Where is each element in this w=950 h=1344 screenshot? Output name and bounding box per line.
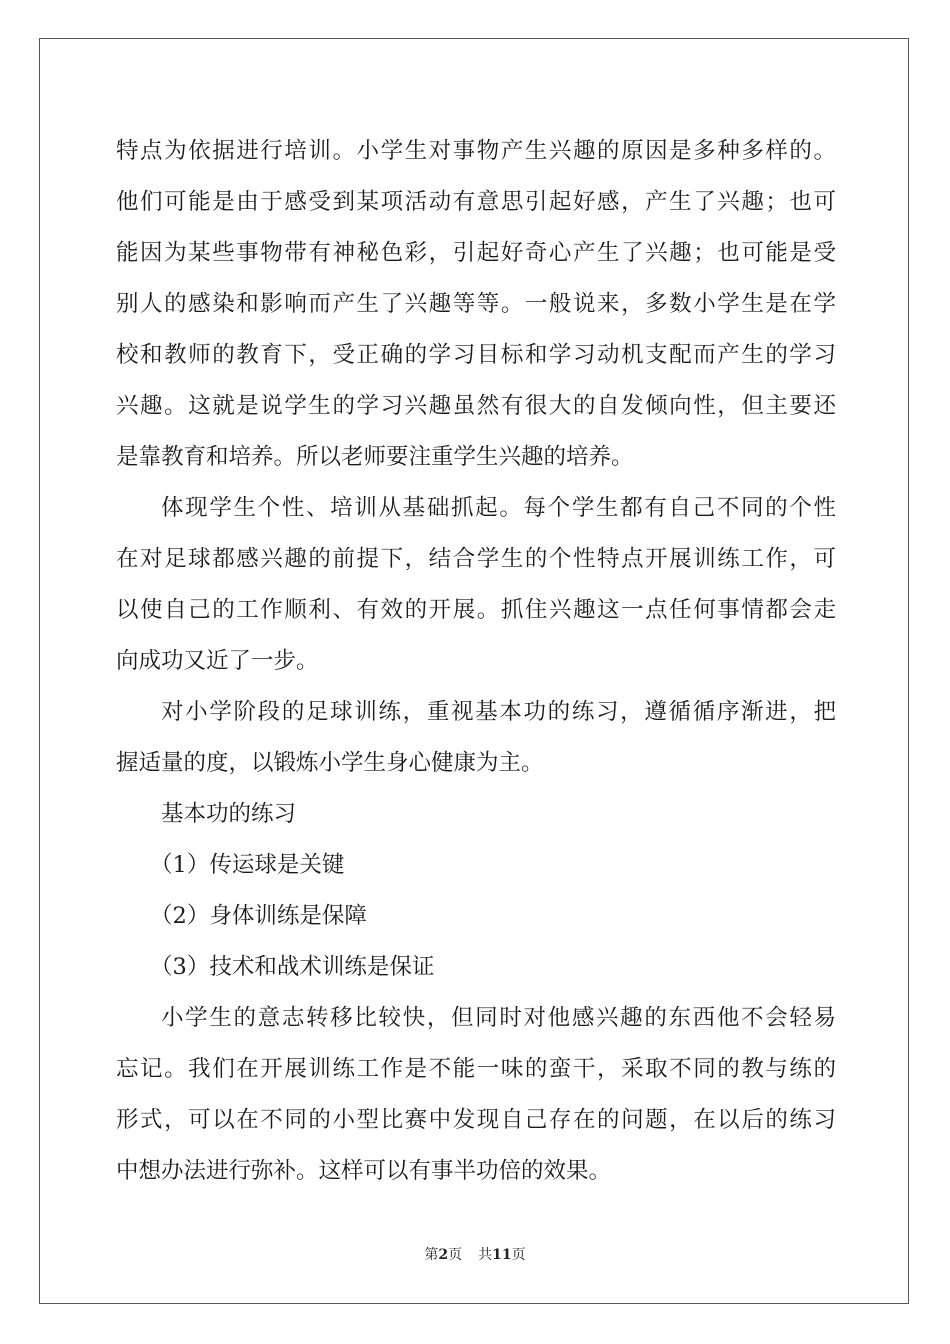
text-line: 中想办法进行弥补。这样可以有事半功倍的效果。 [116,1158,612,1184]
footer-page-number: 2 [438,1247,449,1263]
list-item: （1）传运球是关键 [150,852,345,878]
footer-total-suffix: 页 [511,1247,526,1263]
text-line: 向成功又近了一步。 [116,648,319,674]
text-line: 在对足球都感兴趣的前提下，结合学生的个性特点开展训练工作，可 [116,546,836,572]
paragraph-3 [116,687,836,789]
footer-prefix: 第 [424,1247,439,1263]
section-heading [116,789,836,840]
text-line: 忘记。我们在开展训练工作是不能一味的蛮干，采取不同的教与练的 [116,1056,836,1082]
text-line: 对小学阶段的足球训练，重视基本功的练习，遵循循序渐进，把 [161,699,836,725]
footer-page-suffix: 页 [448,1247,463,1263]
text-line: 他们可能是由于感受到某项活动有意思引起好感，产生了兴趣；也可 [116,189,836,215]
text-line: 兴趣。这就是说学生的学习兴趣虽然有很大的自发倾向性，但主要还 [116,393,836,419]
document-body [116,126,836,1197]
text-line: 握适量的度，以锻炼小学生身心健康为主。 [116,750,544,776]
paragraph-2 [116,483,836,687]
paragraph-4 [116,993,836,1197]
list-item: （3）技术和战术训练是保证 [150,954,435,980]
text-line: 以使自己的工作顺利、有效的开展。抓住兴趣这一点任何事情都会走 [116,597,836,623]
paragraph-1 [116,126,836,483]
text-line: 小学生的意志转移比较快，但同时对他感兴趣的东西他不会轻易 [161,1005,836,1031]
text-line: 能因为某些事物带有神秘色彩，引起好奇心产生了兴趣；也可能是受 [116,240,836,266]
text-line: 别人的感染和影响而产生了兴趣等等。一般说来，多数小学生是在学 [116,291,836,317]
numbered-list [116,840,836,993]
footer-total-prefix: 共 [478,1247,493,1263]
page-footer [0,1244,950,1264]
text-line: 特点为依据进行培训。小学生对事物产生兴趣的原因是多种多样的。 [116,138,836,164]
text-line: 基本功的练习 [161,801,297,827]
text-line: 校和教师的教育下，受正确的学习目标和学习动机支配而产生的学习 [116,342,836,368]
list-item: （2）身体训练是保障 [150,903,367,929]
text-line: 体现学生个性、培训从基础抓起。每个学生都有自己不同的个性 [161,495,836,521]
footer-total-pages: 11 [492,1247,512,1263]
text-line: 形式，可以在不同的小型比赛中发现自己存在的问题，在以后的练习 [116,1107,836,1133]
text-line: 是靠教育和培养。所以老师要注重学生兴趣的培养。 [116,444,634,470]
